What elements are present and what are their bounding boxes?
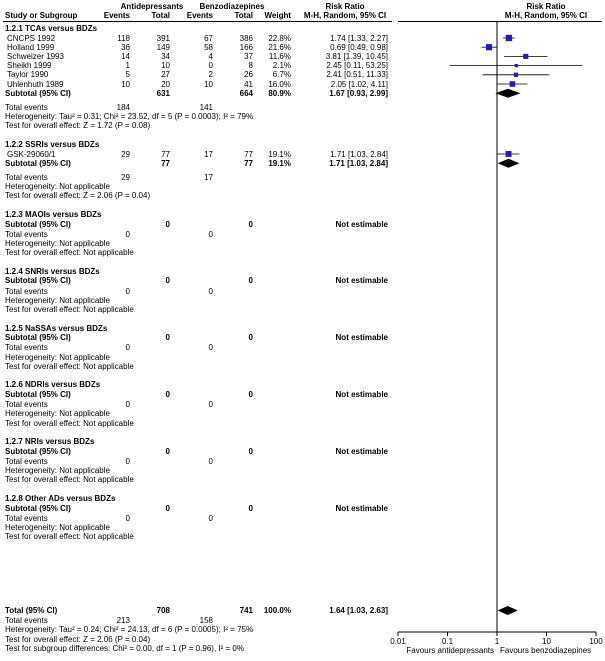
total-events-label: Total events xyxy=(5,400,48,410)
total-events-label: Total events xyxy=(5,616,48,626)
subtotal-total2: 0 xyxy=(248,276,253,286)
group2-header: Benzodiazepines xyxy=(199,2,265,11)
weight-value: 6.7% xyxy=(272,70,291,80)
risk-ratio-value: 1.74 [1.33, 2.27] xyxy=(330,33,388,43)
total1-value: 10 xyxy=(161,61,170,71)
risk-ratio-method: M-H, Random, 95% CI xyxy=(303,11,387,20)
total-events-label: Total events xyxy=(5,172,48,182)
total-events-label: Total events xyxy=(5,102,48,112)
events2-value: 10 xyxy=(204,79,213,89)
total-events2: 17 xyxy=(204,172,213,182)
subtotal-risk-ratio: 1.71 [1.03, 2.84] xyxy=(329,158,388,168)
study-square xyxy=(506,35,512,41)
plot-title: Risk Ratio xyxy=(526,2,566,11)
events2-value: 58 xyxy=(204,42,213,52)
subtotal-total1: 77 xyxy=(161,158,170,168)
subtotal-total1: 0 xyxy=(165,503,170,513)
study-square xyxy=(514,73,518,77)
overall-effect-text: Test for overall effect: Z = 1.72 (P = 0.08) xyxy=(5,121,151,131)
subtotal-label: Subtotal (95% CI) xyxy=(5,389,71,399)
subgroup-heading: 1.2.2 SSRIs versus BDZs xyxy=(5,140,100,149)
not-estimable-label: Not estimable xyxy=(335,389,388,399)
subtotal-label: Subtotal (95% CI) xyxy=(5,446,71,456)
total-events2: 141 xyxy=(199,102,213,112)
total2-value: 26 xyxy=(244,70,253,80)
weight-value: 22.8% xyxy=(268,33,291,43)
total1-value: 391 xyxy=(156,33,170,43)
x-tick-label: 1 xyxy=(494,637,500,646)
overall-effect-text: Test for overall effect: Z = 2.06 (P = 0.04) xyxy=(5,191,151,201)
study-name: Holland 1999 xyxy=(7,42,55,52)
events1-value: 1 xyxy=(125,61,130,71)
study-name: Taylor 1990 xyxy=(7,70,49,80)
favours-right-label: Favours benzodiazepines xyxy=(500,646,592,655)
total2-value: 166 xyxy=(239,42,253,52)
x-tick-label: 0.01 xyxy=(390,637,406,646)
overall-effect-text: Test for overall effect: Not applicable xyxy=(5,248,134,258)
subgroup-heading: 1.2.1 TCAs versus BDZs xyxy=(5,24,98,33)
total-events1: 29 xyxy=(121,172,130,182)
total-risk-ratio: 1.64 [1.03, 2.63] xyxy=(329,606,388,615)
subtotal-total1: 0 xyxy=(165,219,170,229)
total-events1: 0 xyxy=(125,400,130,410)
subtotal-total2: 0 xyxy=(248,446,253,456)
weight-value: 21.6% xyxy=(268,42,291,52)
overall-effect-text: Test for overall effect: Not applicable xyxy=(5,532,134,542)
total-events1: 0 xyxy=(125,343,130,353)
subtotal-total2: 0 xyxy=(248,389,253,399)
total1-value: 149 xyxy=(156,42,170,52)
not-estimable-label: Not estimable xyxy=(335,503,388,513)
total2-value: 37 xyxy=(244,51,253,61)
weight-value: 16.0% xyxy=(268,79,291,89)
subtotal-total2: 664 xyxy=(239,88,253,98)
subgroup-heading: 1.2.7 NRIs versus BDZs xyxy=(5,437,95,447)
risk-ratio-value: 3.81 [1.39, 10.45] xyxy=(325,51,388,61)
subtotal-diamond xyxy=(498,159,520,168)
overall-effect-text: Test for overall effect: Not applicable xyxy=(5,418,134,428)
subtotal-label: Subtotal (95% CI) xyxy=(5,219,71,229)
subgroup-heading: 1.2.5 NaSSAs versus BDZs xyxy=(5,323,108,333)
events2-value: 4 xyxy=(208,51,213,61)
total-events-label: Total events xyxy=(5,229,48,239)
weight-value: 2.1% xyxy=(272,61,291,71)
x-tick-label: 10 xyxy=(542,637,551,646)
total1-value: 20 xyxy=(161,79,170,89)
total2-value: 77 xyxy=(244,149,253,159)
total-overall-effect-text: Test for overall effect: Z = 2.06 (P = 0.04) xyxy=(5,634,151,644)
subtotal-diamond xyxy=(495,89,520,98)
study-column-header: Study or Subgroup xyxy=(5,11,78,20)
subgroup-heading: 1.2.3 MAOIs versus BDZs xyxy=(5,210,102,219)
heterogeneity-text: Heterogeneity: Not applicable xyxy=(5,182,110,192)
total-events-label: Total events xyxy=(5,513,48,523)
study-square xyxy=(506,151,512,157)
total-events2: 0 xyxy=(208,229,213,239)
total-events1: 0 xyxy=(125,286,130,296)
study-square xyxy=(510,81,516,87)
grand-total-events2: 158 xyxy=(199,616,213,626)
total-events2: 0 xyxy=(208,343,213,353)
total1-value: 27 xyxy=(161,70,170,80)
plot-method: M-H, Random, 95% CI xyxy=(504,11,588,20)
total-events1: 0 xyxy=(125,229,130,239)
subtotal-total2: 77 xyxy=(244,158,253,168)
events1-value: 29 xyxy=(121,149,130,159)
heterogeneity-text: Heterogeneity: Not applicable xyxy=(5,522,110,532)
heterogeneity-text: Heterogeneity: Not applicable xyxy=(5,466,110,476)
subtotal-total2: 0 xyxy=(248,503,253,513)
subtotal-total1: 0 xyxy=(165,333,170,343)
total2-value: 41 xyxy=(244,79,253,89)
weight-value: 11.6% xyxy=(268,51,291,61)
subtotal-risk-ratio: 1.67 [0.93, 2.99] xyxy=(329,88,388,98)
total-events-label: Total events xyxy=(5,456,48,466)
not-estimable-label: Not estimable xyxy=(335,333,388,343)
subtotal-label: Subtotal (95% CI) xyxy=(5,158,71,168)
group1-header: Antidepressants xyxy=(120,2,184,11)
total-total1: 708 xyxy=(156,606,170,615)
heterogeneity-text: Heterogeneity: Not applicable xyxy=(5,238,110,248)
subtotal-total1: 0 xyxy=(165,446,170,456)
subtotal-total2: 0 xyxy=(248,333,253,343)
subgroup-differences-text: Test for subgroup differences: Chi² = 0.00, df = 1 (P = 0.96), I² = 0% xyxy=(5,643,244,653)
events1-value: 14 xyxy=(121,51,130,61)
total-events-label: Total events xyxy=(5,343,48,353)
subtotal-label: Subtotal (95% CI) xyxy=(5,333,71,343)
study-name: CNCPS 1992 xyxy=(7,33,56,43)
total-events-label: Total events xyxy=(5,286,48,296)
subtotal-total1: 0 xyxy=(165,389,170,399)
events1-value: 10 xyxy=(121,79,130,89)
risk-ratio-value: 2.45 [0.11, 53.25] xyxy=(326,61,388,71)
total-events2: 0 xyxy=(208,456,213,466)
risk-ratio-header: Risk Ratio xyxy=(325,2,365,11)
subgroup-heading: 1.2.4 SNRIs versus BDZs xyxy=(5,266,100,276)
events1-value: 36 xyxy=(121,42,130,52)
not-estimable-label: Not estimable xyxy=(335,276,388,286)
total2-value: 386 xyxy=(239,33,253,43)
study-square xyxy=(515,64,518,67)
study-name: Uhlenhuth 1989 xyxy=(7,79,64,89)
total-total2: 741 xyxy=(239,606,253,615)
x-tick-label: 0.1 xyxy=(441,637,454,646)
subtotal-total1: 0 xyxy=(165,276,170,286)
events1-value: 5 xyxy=(125,70,130,80)
not-estimable-label: Not estimable xyxy=(335,219,388,229)
not-estimable-label: Not estimable xyxy=(335,446,388,456)
total2-header: Total xyxy=(234,11,253,20)
events2-value: 0 xyxy=(208,61,213,71)
subtotal-total2: 0 xyxy=(248,219,253,229)
weight-header: Weight xyxy=(264,11,291,20)
overall-effect-text: Test for overall effect: Not applicable xyxy=(5,361,134,371)
overall-effect-text: Test for overall effect: Not applicable xyxy=(5,304,134,314)
total-heterogeneity-text: Heterogeneity: Tau² = 0.24; Chi² = 24.13, df = 6 (P = 0.0005); I² = 75% xyxy=(5,625,254,635)
heterogeneity-text: Heterogeneity: Not applicable xyxy=(5,409,110,419)
events2-value: 67 xyxy=(204,33,213,43)
total2-value: 8 xyxy=(248,61,253,71)
events1-header: Events xyxy=(103,11,130,20)
total-events2: 0 xyxy=(208,400,213,410)
grand-total-events1: 213 xyxy=(116,616,130,626)
x-tick-label: 100 xyxy=(589,637,603,646)
subtotal-total1: 631 xyxy=(156,88,170,98)
study-name: Sheikh 1999 xyxy=(7,61,52,71)
risk-ratio-value: 0.69 [0.49, 0.98] xyxy=(330,42,388,52)
heterogeneity-text: Heterogeneity: Not applicable xyxy=(5,295,110,305)
subtotal-label: Subtotal (95% CI) xyxy=(5,88,71,98)
events2-value: 17 xyxy=(204,149,213,159)
total-diamond xyxy=(498,606,518,615)
total1-header: Total xyxy=(151,11,170,20)
subtotal-label: Subtotal (95% CI) xyxy=(5,503,71,513)
total-weight: 100.0% xyxy=(263,606,291,615)
events1-value: 118 xyxy=(117,33,130,43)
subtotal-label: Subtotal (95% CI) xyxy=(5,276,71,286)
study-square xyxy=(486,44,492,50)
total-label: Total (95% CI) xyxy=(5,606,58,615)
subgroup-heading: 1.2.8 Other ADs versus BDZs xyxy=(5,494,116,503)
total-events1: 0 xyxy=(125,456,130,466)
total-events2: 0 xyxy=(208,286,213,296)
heterogeneity-text: Heterogeneity: Not applicable xyxy=(5,352,110,362)
study-name: Schweizer 1993 xyxy=(7,51,64,61)
overall-effect-text: Test for overall effect: Not applicable xyxy=(5,475,134,485)
weight-value: 19.1% xyxy=(268,149,291,159)
total-events2: 0 xyxy=(208,513,213,523)
total1-value: 77 xyxy=(161,149,170,159)
risk-ratio-value: 1.71 [1.03, 2.84] xyxy=(330,149,388,159)
subgroup-heading: 1.2.6 NDRIs versus BDZs xyxy=(5,380,101,390)
events2-header: Events xyxy=(186,11,213,20)
total1-value: 34 xyxy=(161,51,170,61)
study-square xyxy=(523,54,528,59)
total-events1: 0 xyxy=(125,513,130,523)
total-events1: 184 xyxy=(116,102,130,112)
favours-left-label: Favours antidepressants xyxy=(406,646,494,655)
risk-ratio-value: 2.41 [0.51, 11.33] xyxy=(326,70,388,80)
events2-value: 2 xyxy=(208,70,213,80)
study-name: GSK-29060/1 xyxy=(7,149,56,159)
heterogeneity-text: Heterogeneity: Tau² = 0.31; Chi² = 23.52, df = 5 (P = 0.0003); I² = 79% xyxy=(5,112,254,122)
risk-ratio-value: 2.05 [1.02, 4.11] xyxy=(330,79,388,89)
subtotal-weight: 80.9% xyxy=(268,88,291,98)
subtotal-weight: 19.1% xyxy=(268,158,291,168)
